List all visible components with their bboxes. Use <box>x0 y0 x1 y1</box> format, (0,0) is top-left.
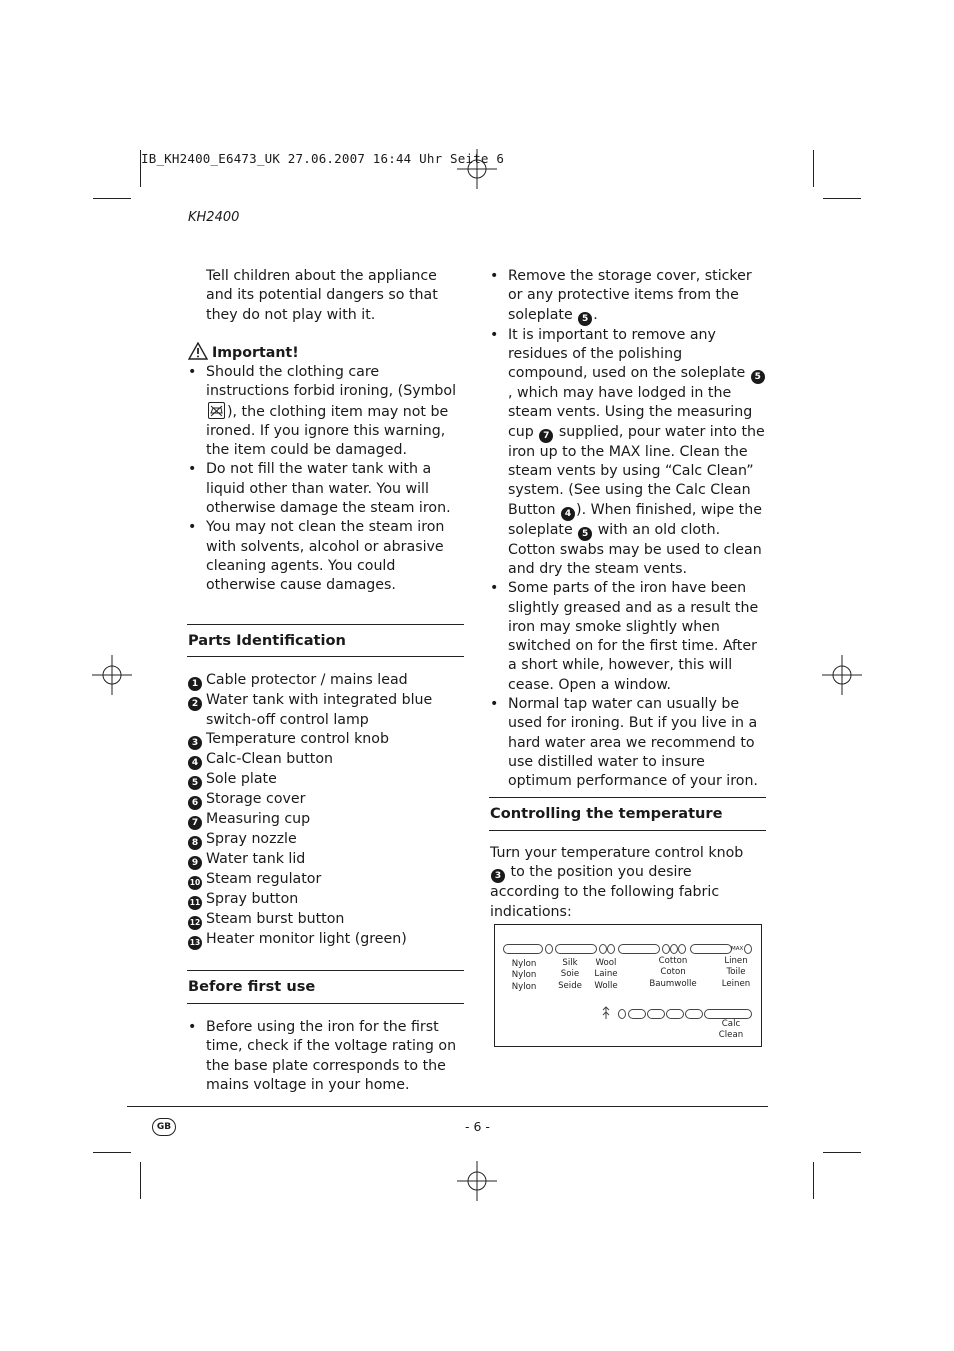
list-item: • Should the clothing care instructions forbid ironing, (Symbol ), the clothing item may not be ironed. If you ignore this warning, the item could be damaged. <box>188 363 464 460</box>
fabric-nylon: Nylon Nylon Nylon <box>511 959 537 992</box>
parts-list <box>188 671 468 950</box>
number-badge: 9 <box>188 856 202 870</box>
list-item: • Do not fill the water tank with a liquid other than water. You will otherwise damage the steam iron. <box>188 460 464 518</box>
dial-dot <box>545 944 553 954</box>
temperature-panel <box>494 924 762 1047</box>
section-rule <box>187 1003 464 1004</box>
no-ironing-symbol-icon <box>208 402 225 419</box>
number-badge: 8 <box>188 836 202 850</box>
before-list <box>188 1018 460 1095</box>
calc-clean-label: Calc Clean <box>718 1019 744 1041</box>
dial-segment <box>555 944 597 954</box>
dial-dot <box>678 944 686 954</box>
section-rule <box>489 830 766 831</box>
part-item: 1 Cable protector / mains lead <box>188 671 468 691</box>
dial-segment <box>690 944 732 954</box>
print-slug: IB_KH2400_E6473_UK 27.06.2007 16:44 Uhr Seite 6 <box>141 151 505 166</box>
section-rule <box>187 970 464 971</box>
number-badge: 3 <box>491 869 505 883</box>
number-badge: 7 <box>539 429 553 443</box>
list-item: • It is important to remove any residues of the polishing compound, used on the soleplate 5, which may have lodged in the steam vents. Using the measuring cup 7 supplied, pour water into the iron up to the MAX line. Clean the steam vents by using “Calc Clean” system. (See using the Calc Clean Button 4 ). When finished, wipe the soleplate 5 with an old cloth. Cotton swabs may be used to clean and dry the steam vents. <box>490 326 766 580</box>
page-number: - 6 - <box>465 1119 490 1134</box>
part-item: 10 Steam regulator <box>188 870 468 890</box>
section-rule <box>489 797 766 798</box>
crop-mark <box>140 1162 141 1199</box>
steam-segment <box>666 1009 684 1019</box>
part-item: 7 Measuring cup <box>188 810 468 830</box>
list-item: • Before using the iron for the first time, check if the voltage rating on the base plate corresponds to the mains voltage in your home. <box>188 1018 460 1095</box>
number-badge: 4 <box>561 507 575 521</box>
fabric-linen: Linen Toile Leinen <box>721 956 751 989</box>
steam-dot <box>618 1009 626 1019</box>
intro-paragraph: Tell children about the appliance and its potential dangers so that they do not play with it. <box>206 268 438 323</box>
registration-mark-icon <box>822 655 862 695</box>
fabric-cotton: Cotton Coton Baumwolle <box>649 956 697 989</box>
registration-mark-icon <box>457 1161 497 1201</box>
steam-segment <box>628 1009 646 1019</box>
part-item: 8 Spray nozzle <box>188 830 468 850</box>
number-badge: 5 <box>751 370 765 384</box>
steam-symbol-icon <box>601 1006 611 1020</box>
list-item: • You may not clean the steam iron with solvents, alcohol or abrasive cleaning agents. You could otherwise cause damages. <box>188 518 464 595</box>
crop-mark <box>93 1152 131 1153</box>
important-list <box>188 363 464 596</box>
section-title-temperature: Controlling the temperature <box>490 805 723 822</box>
part-item: 13 Heater monitor light (green) <box>188 930 468 950</box>
left-intro <box>206 267 464 325</box>
dial-segment <box>503 944 543 954</box>
part-item: 5 Sole plate <box>188 770 468 790</box>
part-item: 4 Calc-Clean button <box>188 750 468 770</box>
dial-segment <box>618 944 660 954</box>
dial-dot <box>744 944 752 954</box>
list-item: • Remove the storage cover, sticker or any protective items from the soleplate 5 . <box>490 267 766 326</box>
steam-segment <box>647 1009 665 1019</box>
crop-mark <box>93 198 131 199</box>
section-rule <box>187 624 464 625</box>
number-badge: 5 <box>578 527 592 541</box>
steam-segment <box>685 1009 703 1019</box>
fabric-silk: Silk Soie Seide <box>558 958 582 991</box>
max-label: MAX <box>731 946 744 952</box>
section-title-before-first-use: Before first use <box>188 978 316 995</box>
important-heading <box>188 342 299 363</box>
temp-paragraph: Turn your temperature control knob 3 to the position you desire according to the following fabric indications: <box>490 845 744 920</box>
number-badge: 5 <box>578 312 592 326</box>
warning-triangle-icon <box>188 342 208 360</box>
crop-mark <box>823 1152 861 1153</box>
number-badge: 4 <box>188 756 202 770</box>
crop-mark <box>813 150 814 187</box>
list-item: • Some parts of the iron have been slightly greased and as a result the iron may smoke slightly when switched on for the first time. After a short while, however, this will cease. Open a window. <box>490 579 766 695</box>
number-badge: 2 <box>188 697 202 711</box>
part-item: 6 Storage cover <box>188 790 468 810</box>
dial-dot <box>607 944 615 954</box>
model-number: KH2400 <box>188 210 240 225</box>
part-item: switch-off control lamp <box>206 712 369 728</box>
number-badge: 10 <box>188 876 202 890</box>
number-badge: 11 <box>188 896 202 910</box>
part-item: 12 Steam burst button <box>188 910 468 930</box>
number-badge: 6 <box>188 796 202 810</box>
section-title-parts: Parts Identification <box>188 632 346 649</box>
number-badge: 12 <box>188 916 202 930</box>
crop-mark <box>813 1162 814 1199</box>
number-badge: 5 <box>188 776 202 790</box>
crop-mark <box>823 198 861 199</box>
section-rule <box>187 656 464 657</box>
list-item: • Normal tap water can usually be used for ironing. But if you live in a hard water area we recommend to use distilled water to insure optimum performance of your iron. <box>490 695 766 791</box>
part-item: 3 Temperature control knob <box>188 730 468 750</box>
right-list <box>490 267 766 792</box>
number-badge: 7 <box>188 816 202 830</box>
footer-rule <box>127 1106 768 1107</box>
dial-dot <box>670 944 678 954</box>
important-label: Important! <box>212 345 299 361</box>
registration-mark-icon <box>92 655 132 695</box>
number-badge: 13 <box>188 936 202 950</box>
country-badge: GB <box>152 1118 176 1136</box>
part-item: 2 Water tank with integrated blue <box>188 691 468 711</box>
dial-dot <box>599 944 607 954</box>
number-badge: 1 <box>188 677 202 691</box>
fabric-wool: Wool Laine Wolle <box>594 958 618 991</box>
number-badge: 3 <box>188 736 202 750</box>
dial-dot <box>662 944 670 954</box>
part-item: 11 Spray button <box>188 890 468 910</box>
part-item: 9 Water tank lid <box>188 850 468 870</box>
steam-segment <box>704 1009 752 1019</box>
